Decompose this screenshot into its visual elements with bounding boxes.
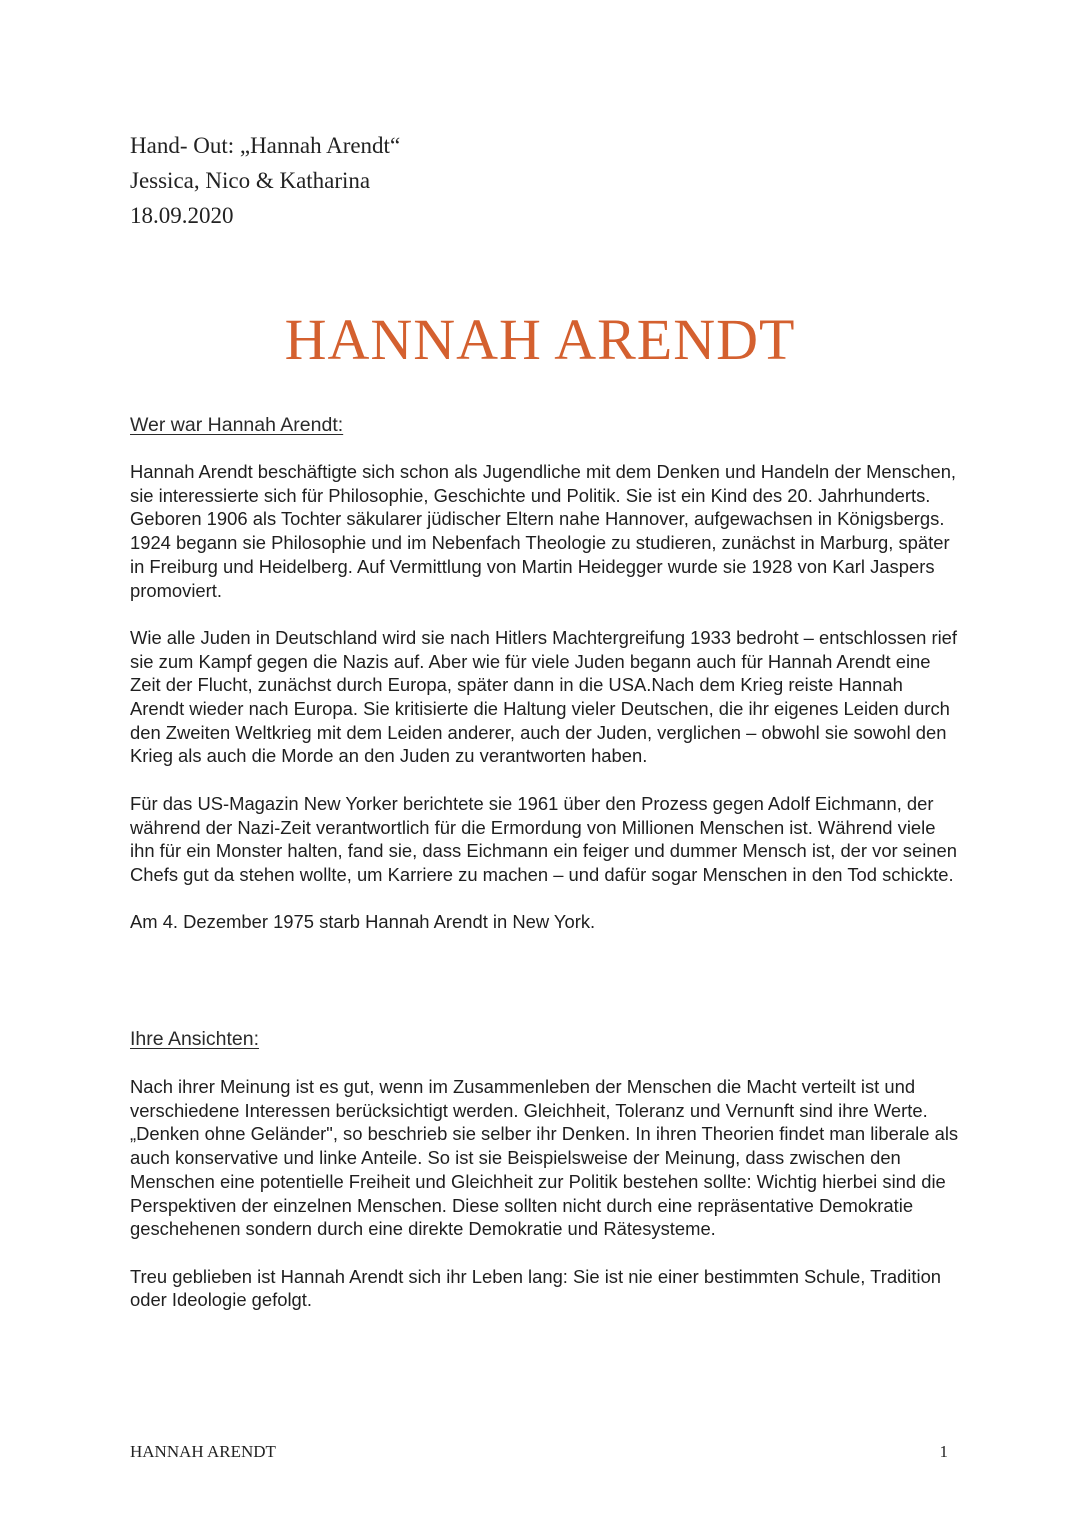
footer-running-title: HANNAH ARENDT: [130, 1442, 276, 1461]
paragraph: Für das US-Magazin New Yorker berichtete sie 1961 über den Prozess gegen Adolf Eichmann, der während der Nazi-Zeit verantwortlich für die Ermordung von Millionen Menschen ist. Während viele ihn für ein Monster halten, fand sie, dass Eichmann ein feiger und dummer Mensch ist, der vor seinen Chefs gut da stehen wollte, um Karriere zu machen – und dafür sogar Menschen in den Tod schickte.: [130, 792, 957, 885]
authors-line: Jessica, Nico & Katharina: [130, 168, 371, 193]
date-line: 18.09.2020: [130, 203, 234, 228]
document-header: [130, 128, 400, 233]
handout-title-line: Hand- Out: „Hannah Arendt“: [130, 133, 401, 158]
section-body-views: [130, 1075, 960, 1312]
section-heading-biography: Wer war Hannah Arendt:: [130, 414, 344, 436]
paragraph: Treu geblieben ist Hannah Arendt sich ihr Leben lang: Sie ist nie einer bestimmten Schule, Tradition oder Ideologie gefolgt.: [130, 1265, 942, 1311]
page-number: 1: [939, 1442, 948, 1461]
section-heading-views: Ihre Ansichten:: [130, 1028, 259, 1050]
paragraph: Nach ihrer Meinung ist es gut, wenn im Zusammenleben der Menschen die Macht verteilt ist und verschiedene Interessen berücksichtigt werden. Gleichheit, Toleranz und Vernunft sind ihre Werte. „Denken ohne Geländer", so beschrieb sie selber ihr Denken. In ihren Theorien findet man liberale als auch konservative und linke Anteile. So ist sie Beispielsweise der Meinung, dass zwischen den Menschen eine potentielle Freiheit und Gleichheit zur Politik bestehen sollte: Wichtig hierbei sind die Perspektiven der einzelnen Menschen. Diese sollten nicht durch eine repräsentative Demokratie geschehenen sondern durch eine direkte Demokratie und Rätesysteme.: [130, 1076, 959, 1240]
paragraph: Hannah Arendt beschäftigte sich schon als Jugendliche mit dem Denken und Handeln der Menschen, sie interessierte sich für Philosophie, Geschichte und Politik. Sie ist ein Kind des 20. Jahrhunderts. Geboren 1906 als Tochter säkularer jüdischer Eltern nahe Hannover, aufgewachsen in Königsbergs. 1924 begann sie Philosophie und im Nebenfach Theologie zu studieren, zunächst in Marburg, später in Freiburg und Heidelberg. Auf Vermittlung von Martin Heidegger wurde sie 1928 von Karl Jaspers promoviert.: [130, 461, 957, 601]
paragraph: Wie alle Juden in Deutschland wird sie nach Hitlers Machtergreifung 1933 bedroht – entschlossen rief sie zum Kampf gegen die Nazis auf. Aber wie für viele Juden begann auch für Hannah Arendt eine Zeit der Flucht, zunächst durch Europa, später dann in die USA.Nach dem Krieg reiste Hannah Arendt wieder nach Europa. Sie kritisierte die Haltung vieler Deutschen, die ihr eigenes Leiden durch den Zweiten Weltkrieg mit dem Leiden anderer, auch der Juden, verglichen – obwohl sie sowohl den Krieg als auch die Morde an den Juden zu verantworten haben.: [130, 626, 958, 767]
paragraph: Am 4. Dezember 1975 starb Hannah Arendt in New York.: [130, 911, 596, 933]
page-title: HANNAH ARENDT: [284, 307, 796, 372]
section-body-biography: [130, 460, 960, 934]
